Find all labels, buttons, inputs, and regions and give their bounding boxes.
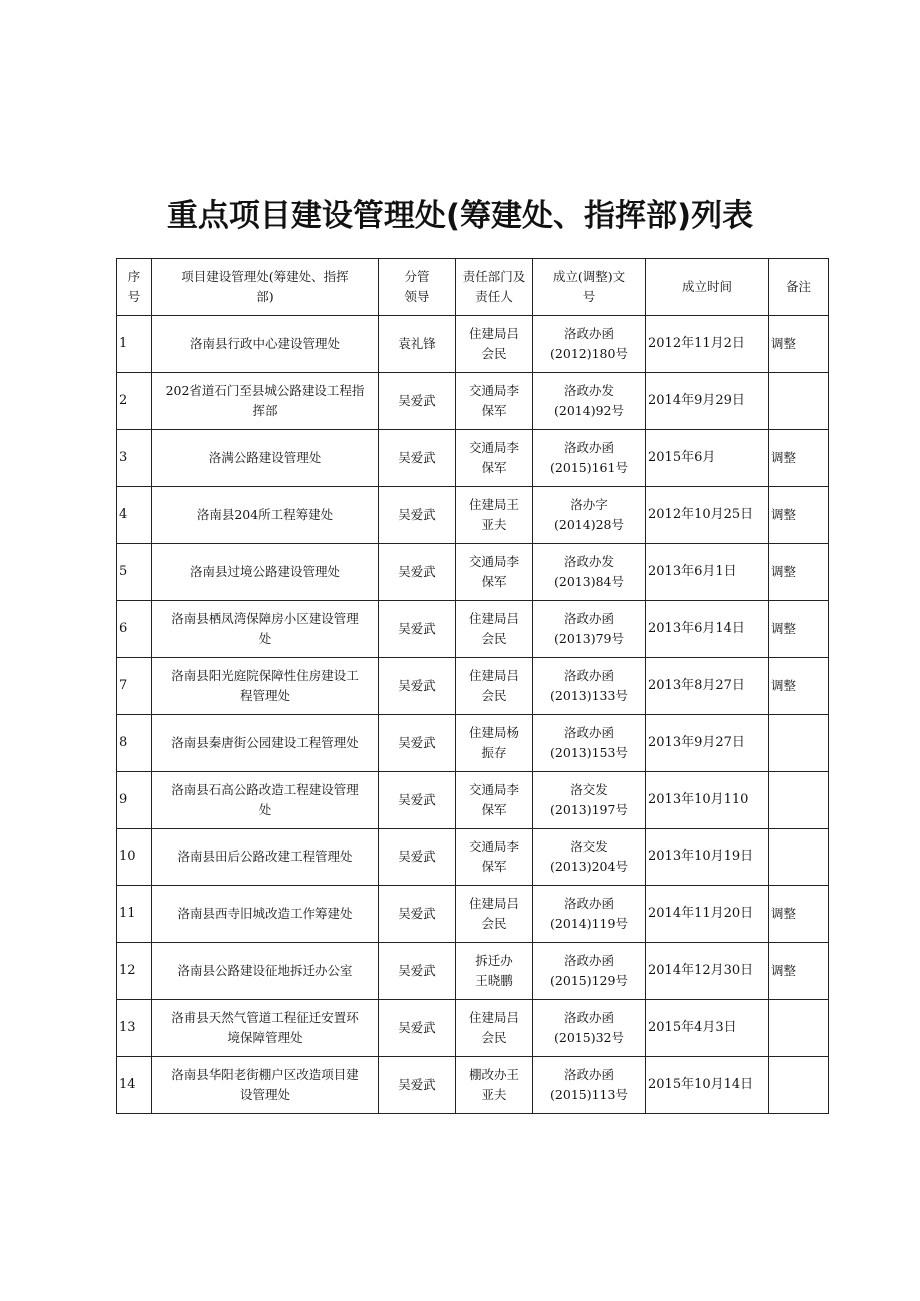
leader-cell: 吴爱武 xyxy=(379,772,456,829)
document-cell: 洛政办函 (2012)180号 xyxy=(533,316,646,373)
department-cell: 住建局吕 会民 xyxy=(456,316,533,373)
department-cell: 棚改办王 亚夫 xyxy=(456,1057,533,1114)
document-cell: 洛政办函 (2015)32号 xyxy=(533,1000,646,1057)
index-cell: 10 xyxy=(117,829,152,886)
leader-cell: 吴爱武 xyxy=(379,430,456,487)
department-cell: 交通局李 保军 xyxy=(456,829,533,886)
department-cell: 住建局吕 会民 xyxy=(456,658,533,715)
project-cell: 202省道石门至县城公路建设工程指 挥部 xyxy=(152,373,379,430)
project-cell: 洛南县阳光庭院保障性住房建设工 程管理处 xyxy=(152,658,379,715)
table-row xyxy=(117,601,829,658)
document-cell: 洛政办函 (2014)119号 xyxy=(533,886,646,943)
document-cell: 洛政办函 (2013)153号 xyxy=(533,715,646,772)
project-cell: 洛甫县天然气管道工程征迁安置环 境保障管理处 xyxy=(152,1000,379,1057)
note-cell: 调整 xyxy=(769,601,829,658)
date-cell: 2013年9月27日 xyxy=(646,715,769,772)
index-cell: 9 xyxy=(117,772,152,829)
date-cell: 2014年11月20日 xyxy=(646,886,769,943)
leader-cell: 吴爱武 xyxy=(379,1057,456,1114)
table-header-row xyxy=(117,259,829,316)
project-cell: 洛南县秦唐街公园建设工程管理处 xyxy=(152,715,379,772)
department-cell: 住建局吕 会民 xyxy=(456,601,533,658)
leader-cell: 袁礼锋 xyxy=(379,316,456,373)
leader-cell: 吴爱武 xyxy=(379,886,456,943)
document-cell: 洛办字 (2014)28号 xyxy=(533,487,646,544)
table-row xyxy=(117,316,829,373)
leader-cell: 吴爱武 xyxy=(379,544,456,601)
document-cell: 洛政办函 (2013)79号 xyxy=(533,601,646,658)
date-cell: 2013年10月110 xyxy=(646,772,769,829)
department-cell: 交通局李 保军 xyxy=(456,430,533,487)
document-cell: 洛政办函 (2015)113号 xyxy=(533,1057,646,1114)
date-cell: 2015年6月 xyxy=(646,430,769,487)
index-cell: 6 xyxy=(117,601,152,658)
project-cell: 洛南县公路建设征地拆迁办公室 xyxy=(152,943,379,1000)
document-cell: 洛政办函 (2015)161号 xyxy=(533,430,646,487)
project-cell: 洛南县石高公路改造工程建设管理 处 xyxy=(152,772,379,829)
index-cell: 13 xyxy=(117,1000,152,1057)
table-row xyxy=(117,772,829,829)
index-cell: 2 xyxy=(117,373,152,430)
leader-cell: 吴爱武 xyxy=(379,1000,456,1057)
date-cell: 2015年10月14日 xyxy=(646,1057,769,1114)
document-cell: 洛政办函 (2015)129号 xyxy=(533,943,646,1000)
project-cell: 洛南县华阳老街棚户区改造项目建 设管理处 xyxy=(152,1057,379,1114)
project-cell: 洛南县西寺旧城改造工作筹建处 xyxy=(152,886,379,943)
index-cell: 4 xyxy=(117,487,152,544)
table-row xyxy=(117,886,829,943)
document-cell: 洛交发 (2013)204号 xyxy=(533,829,646,886)
page-title: 重点项目建设管理处(筹建处、指挥部)列表 xyxy=(166,198,754,234)
department-cell: 住建局吕 会民 xyxy=(456,886,533,943)
note-cell xyxy=(769,829,829,886)
department-cell: 交通局李 保军 xyxy=(456,544,533,601)
leader-cell: 吴爱武 xyxy=(379,601,456,658)
department-cell: 交通局李 保军 xyxy=(456,772,533,829)
note-cell: 调整 xyxy=(769,544,829,601)
department-cell: 交通局李 保军 xyxy=(456,373,533,430)
index-cell: 7 xyxy=(117,658,152,715)
leader-cell: 吴爱武 xyxy=(379,658,456,715)
note-cell xyxy=(769,772,829,829)
note-cell: 调整 xyxy=(769,487,829,544)
date-cell: 2013年8月27日 xyxy=(646,658,769,715)
index-cell: 14 xyxy=(117,1057,152,1114)
leader-cell: 吴爱武 xyxy=(379,487,456,544)
note-cell: 调整 xyxy=(769,943,829,1000)
index-cell: 3 xyxy=(117,430,152,487)
department-cell: 住建局吕 会民 xyxy=(456,1000,533,1057)
index-cell: 5 xyxy=(117,544,152,601)
project-table xyxy=(116,258,829,1114)
table-row xyxy=(117,658,829,715)
header-cell-project: 项目建设管理处(筹建处、指挥 部) xyxy=(152,259,379,316)
leader-cell: 吴爱武 xyxy=(379,943,456,1000)
project-cell: 洛满公路建设管理处 xyxy=(152,430,379,487)
date-cell: 2012年10月25日 xyxy=(646,487,769,544)
note-cell xyxy=(769,1000,829,1057)
index-cell: 11 xyxy=(117,886,152,943)
project-cell: 洛南县过境公路建设管理处 xyxy=(152,544,379,601)
date-cell: 2014年9月29日 xyxy=(646,373,769,430)
date-cell: 2014年12月30日 xyxy=(646,943,769,1000)
document-cell: 洛交发 (2013)197号 xyxy=(533,772,646,829)
project-cell: 洛南县田后公路改建工程管理处 xyxy=(152,829,379,886)
department-cell: 住建局杨 振存 xyxy=(456,715,533,772)
project-cell: 洛南县栖凤湾保障房小区建设管理 处 xyxy=(152,601,379,658)
note-cell: 调整 xyxy=(769,316,829,373)
table-row xyxy=(117,1000,829,1057)
table-row xyxy=(117,373,829,430)
table-row xyxy=(117,430,829,487)
header-cell-date: 成立时间 xyxy=(646,259,769,316)
header-cell-index: 序 号 xyxy=(117,259,152,316)
index-cell: 8 xyxy=(117,715,152,772)
note-cell xyxy=(769,1057,829,1114)
table-row xyxy=(117,1057,829,1114)
leader-cell: 吴爱武 xyxy=(379,373,456,430)
department-cell: 住建局王 亚夫 xyxy=(456,487,533,544)
document-cell: 洛政办函 (2013)133号 xyxy=(533,658,646,715)
header-cell-note: 备注 xyxy=(769,259,829,316)
leader-cell: 吴爱武 xyxy=(379,715,456,772)
project-cell: 洛南县行政中心建设管理处 xyxy=(152,316,379,373)
table-row xyxy=(117,715,829,772)
table-row xyxy=(117,829,829,886)
date-cell: 2015年4月3日 xyxy=(646,1000,769,1057)
index-cell: 12 xyxy=(117,943,152,1000)
note-cell: 调整 xyxy=(769,430,829,487)
index-cell: 1 xyxy=(117,316,152,373)
date-cell: 2013年6月1日 xyxy=(646,544,769,601)
table-row xyxy=(117,487,829,544)
date-cell: 2013年10月19日 xyxy=(646,829,769,886)
leader-cell: 吴爱武 xyxy=(379,829,456,886)
document-cell: 洛政办发 (2014)92号 xyxy=(533,373,646,430)
note-cell xyxy=(769,373,829,430)
date-cell: 2012年11月2日 xyxy=(646,316,769,373)
note-cell: 调整 xyxy=(769,658,829,715)
header-cell-department: 责任部门及 责任人 xyxy=(456,259,533,316)
project-cell: 洛南县204所工程筹建处 xyxy=(152,487,379,544)
date-cell: 2013年6月14日 xyxy=(646,601,769,658)
table-row xyxy=(117,544,829,601)
document-cell: 洛政办发 (2013)84号 xyxy=(533,544,646,601)
table-row xyxy=(117,943,829,1000)
department-cell: 拆迁办 王晓鹏 xyxy=(456,943,533,1000)
header-cell-document: 成立(调整)文 号 xyxy=(533,259,646,316)
note-cell: 调整 xyxy=(769,886,829,943)
note-cell xyxy=(769,715,829,772)
header-cell-leader: 分管 领导 xyxy=(379,259,456,316)
